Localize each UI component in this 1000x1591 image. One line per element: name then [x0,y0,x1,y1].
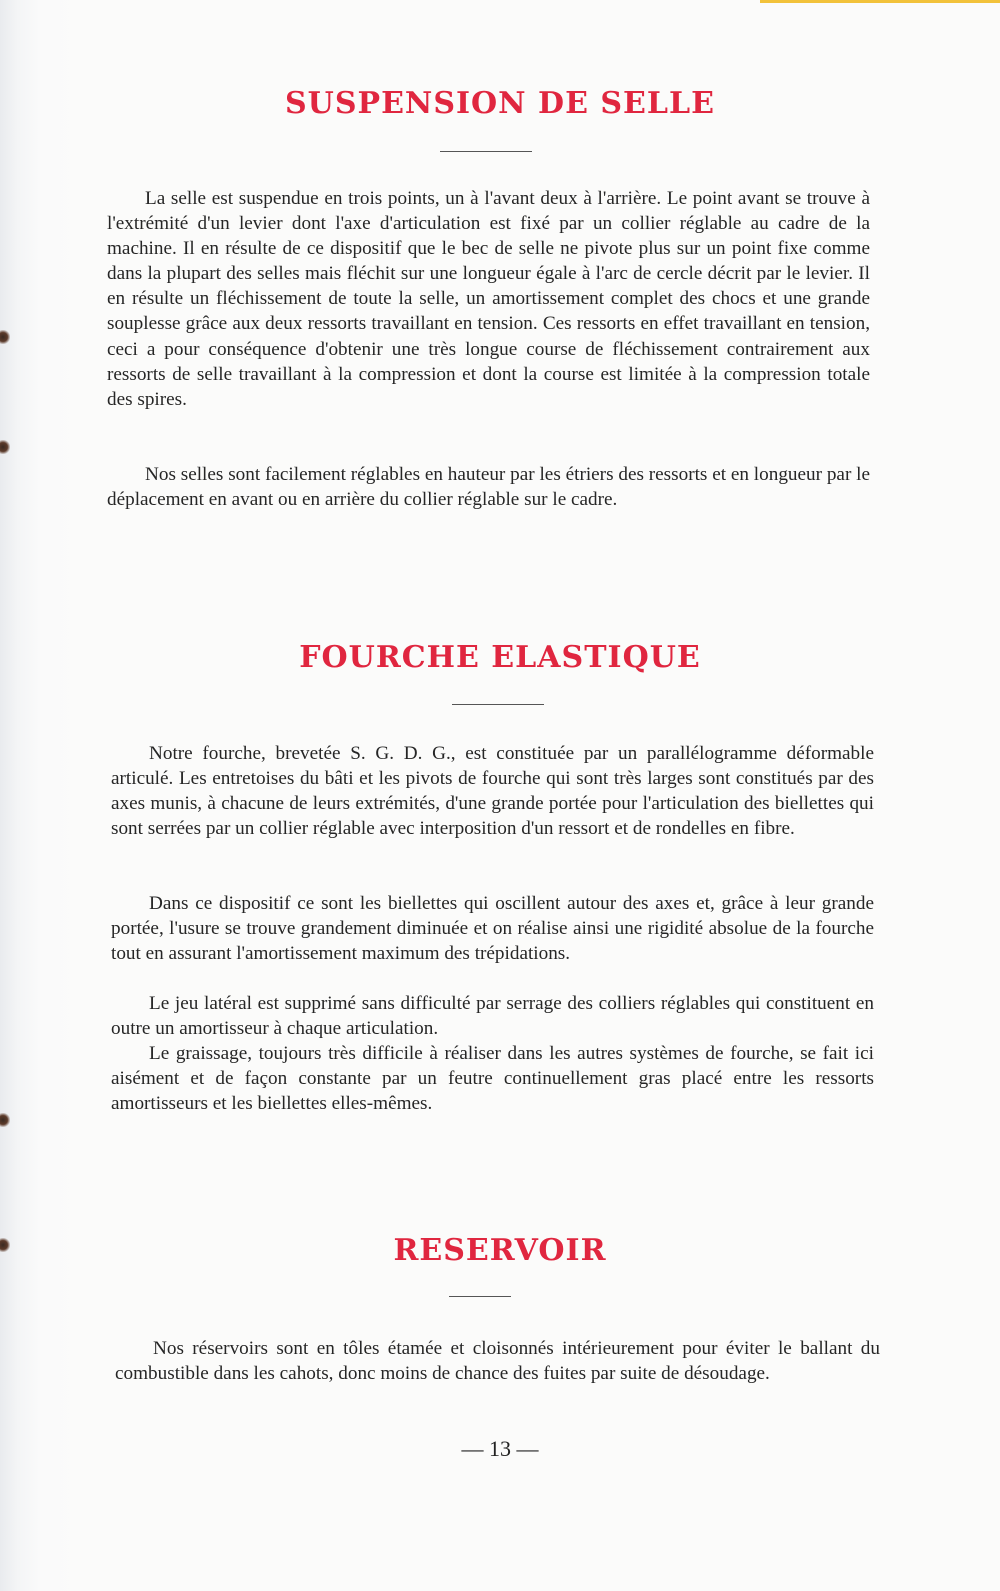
binding-staple-mark [0,330,10,344]
section-divider [449,1296,511,1297]
page-number: — 13 — [461,1436,539,1461]
section-divider [452,704,544,705]
paragraph: La selle est suspendue en trois points, un à l'avant deux à l'arrière. Le point avant se trouve à l'extrémité d'un levier dont l'axe d'articulation est fixé par un collier réglable au cadre de la machine. Il en résulte de ce dispositif que le bec de selle ne pivote plus sur un point fixe comme dans la plupart des selles mais fléchit sur une longueur égale à l'arc de cercle décrit par le levier. Il en résulte un fléchissement de toute la selle, un amortissement complet des chocs et une grande souplesse grâce aux deux ressorts travaillant en tension. Ces ressorts en effet travaillant en tension, ceci a pour conséquence d'obtenir une très longue course de fléchissement contrairement aux ressorts de selle travaillant à la compression et dont la course est limitée à la compression totale des spires. [107,188,870,410]
section-heading-fourche: FOURCHE ELASTIQUE [299,640,701,675]
paragraph: Le graissage, toujours très difficile à réaliser dans les autres systèmes de fourche, se fait ici aisément et de façon constante par un feutre continuellement gras placé entre les ressorts amortisseurs et les biellettes elles-mêmes. [111,1043,874,1115]
paragraph: Dans ce dispositif ce sont les biellettes qui oscillent autour des axes et, grâce à leur grande portée, l'usure se trouve grandement diminuée et on réalise ainsi une rigidité absolue de la fourche tout en assurant l'amortissement maximum des trépidations. [111,893,874,965]
paragraph: Le jeu latéral est supprimé sans difficulté par serrage des colliers réglables qui constituent en outre un amortisseur à chaque articulation. [111,993,874,1040]
paragraph: Nos selles sont facilement réglables en hauteur par les étriers des ressorts et en longueur par le déplacement en avant ou en arrière du collier réglable sur le cadre. [107,464,870,511]
binding-staple-mark [0,440,10,454]
section-divider [440,151,532,152]
paragraph: Nos réservoirs sont en tôles étamée et cloisonnés intérieurement pour éviter le ballant du combustible dans les cahots, donc moins de chance des fuites par suite de désoudage. [115,1338,880,1385]
paragraph: Notre fourche, brevetée S. G. D. G., est constituée par un parallélogramme déformable articulé. Les entretoises du bâti et les pivots de fourche qui sont très larges sont constitués par des axes munis, à chacune de leurs extrémités, d'une grande portée pour l'articulation des biellettes qui sont serrées par un collier réglable avec interposition d'un ressort et de rondelles en fibre. [111,743,874,840]
section-heading-suspension: SUSPENSION DE SELLE [285,86,715,121]
section-heading-reservoir: RESERVOIR [393,1233,607,1268]
binding-staple-mark [0,1113,10,1127]
page-edge-highlight [760,0,1000,3]
